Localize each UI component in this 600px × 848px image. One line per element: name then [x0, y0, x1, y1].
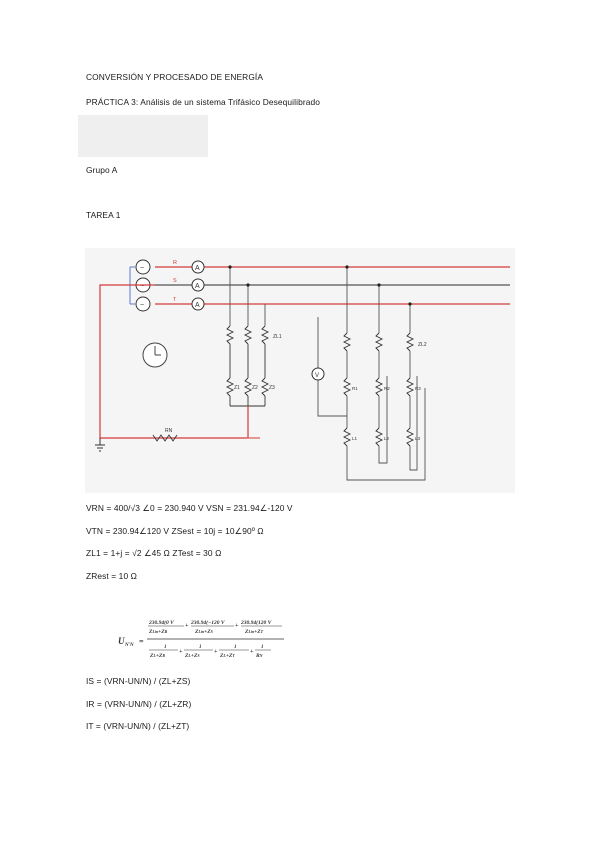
ammeter-label-s: A [195, 283, 200, 290]
svg-text:ZLin+ZT: ZLin+ZT [245, 629, 264, 635]
svg-text:=: = [139, 637, 144, 646]
phase-label-s: S [173, 278, 177, 284]
svg-text:~: ~ [140, 302, 145, 309]
svg-text:ZLin+ZR: ZLin+ZR [149, 629, 168, 635]
task-label: TAREA 1 [86, 210, 121, 220]
load-label-zl1: ZL1 [273, 334, 282, 340]
load-label-z2: Z2 [252, 385, 258, 391]
formula-lhs-sub: N'N [125, 643, 134, 648]
ammeter-label-r: A [195, 265, 200, 272]
value-line-4: ZRest = 10 Ω [86, 571, 137, 581]
right-load-bank [318, 267, 425, 480]
load-label-zl2: ZL2 [418, 342, 427, 348]
svg-text:+: + [250, 649, 254, 655]
load-label-z3: Z3 [269, 385, 275, 391]
svg-text:+: + [235, 623, 239, 629]
value-line-1: VRN = 400/√3 ∠0 = 230.940 V VSN = 231.94∠-120 V [86, 503, 293, 513]
svg-text:RN: RN [256, 653, 263, 659]
current-is: IS = (VRN-UN/N) / (ZL+ZS) [86, 676, 191, 686]
current-ir: IR = (VRN-UN/N) / (ZL+ZR) [86, 699, 192, 709]
ammeter-label-t: A [195, 302, 200, 309]
current-it: IT = (VRN-UN/N) / (ZL+ZT) [86, 721, 190, 731]
inductor-label-l1: L1 [352, 436, 358, 441]
formula-unn [118, 615, 296, 665]
redacted-box [78, 115, 208, 157]
voltmeter-label: V [315, 373, 320, 379]
svg-text:+: + [179, 649, 183, 655]
course-title: CONVERSIÓN Y PROCESADO DE ENERGÍA [86, 72, 264, 82]
svg-text:+: + [214, 649, 218, 655]
circuit-diagram [85, 248, 515, 493]
value-line-2: VTN = 230.94∠120 V ZSest = 10j = 10∠90º Ω [86, 526, 264, 536]
svg-text:+: + [185, 623, 189, 629]
phase-label-t: T [173, 297, 177, 303]
inductor-label-l3: L3 [415, 436, 421, 441]
svg-text:ZL+ZS: ZL+ZS [185, 653, 200, 659]
svg-text:ZLin+ZS: ZLin+ZS [195, 629, 213, 635]
formula-den-3: 1 [234, 645, 237, 650]
svg-text:~: ~ [140, 265, 145, 272]
practice-title: PRÁCTICA 3: Análisis de un sistema Trifásico Desequilibrado [86, 97, 320, 107]
resistor-label-r2: R2 [384, 386, 390, 391]
neutral-wire [100, 285, 247, 438]
value-line-3: ZL1 = 1+j = √2 ∠45 Ω ZTest = 30 Ω [86, 548, 222, 558]
formula-den-1: 1 [164, 645, 167, 650]
formula-den-4: 1 [261, 645, 264, 650]
resistor-label-r3: R3 [415, 386, 421, 391]
formula-num-2: 230.94(−120 V [191, 620, 225, 626]
svg-text:~: ~ [140, 283, 145, 290]
neutral-resistor-label: RN [165, 428, 173, 434]
formula-num-1: 230.94(0 V [149, 620, 174, 626]
formula-lhs: U [118, 636, 125, 646]
formula-num-3: 230.94(120 V [241, 620, 272, 626]
svg-text:ZL+ZT: ZL+ZT [220, 653, 235, 659]
resistor-label-r1: R1 [352, 386, 358, 391]
svg-text:ZL+ZR: ZL+ZR [150, 653, 165, 659]
group-label: Grupo A [86, 165, 118, 175]
load-label-z1: Z1 [234, 385, 240, 391]
formula-den-2: 1 [199, 645, 202, 650]
phase-label-r: R [173, 260, 177, 266]
inductor-label-l2: L2 [384, 436, 390, 441]
